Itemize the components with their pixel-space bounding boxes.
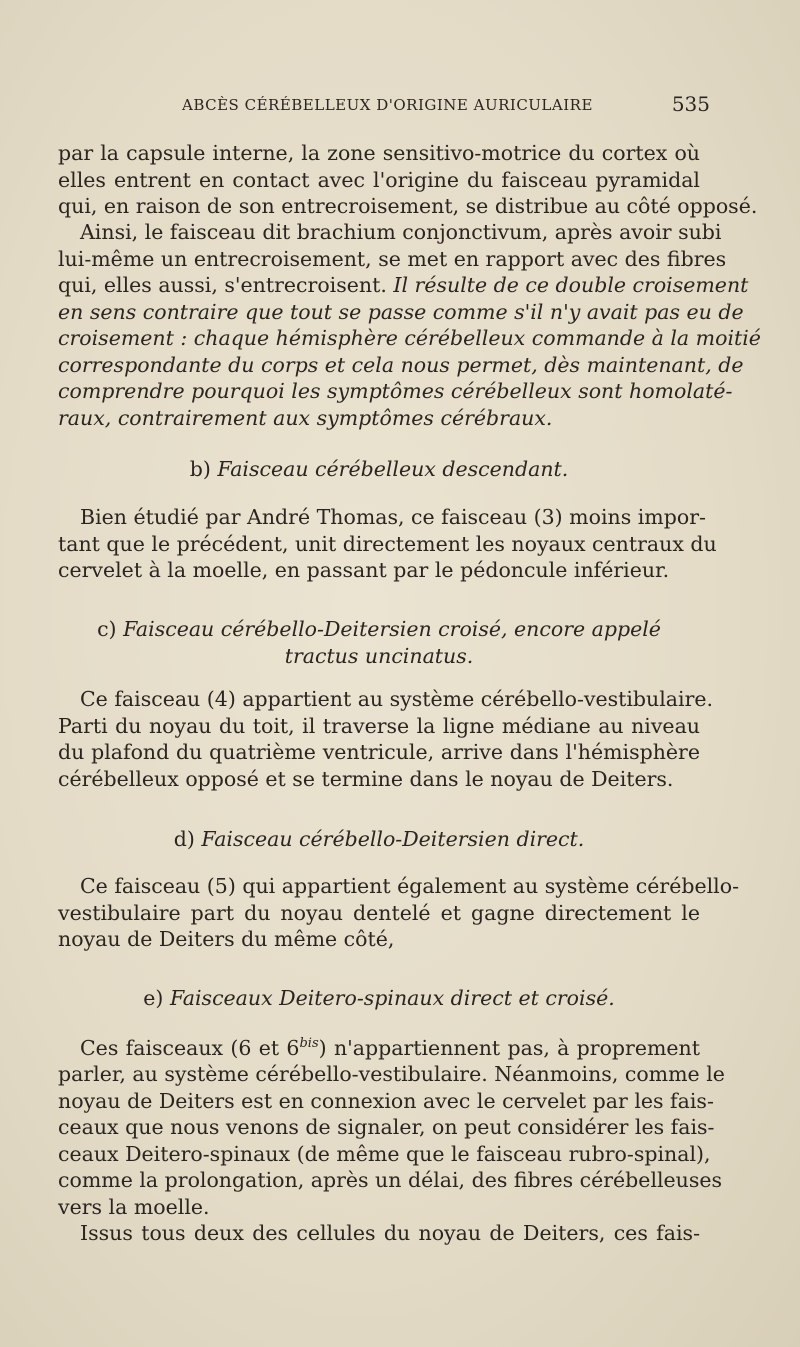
text-line: ceaux Deitero-spinaux (de même que le faisceau rubro-spinal), [58, 1141, 711, 1166]
text-line: qui, en raison de son entrecroisement, se distribue au côté opposé. [58, 194, 758, 218]
text-line: Parti du noyau du toit, il traverse la ligne médiane au niveau [58, 713, 700, 738]
text-line: vestibulaire part du noyau dentelé et gagne directement le [58, 900, 700, 925]
text-line: Issus tous deux des cellules du noyau de Deiters, ces fais- [80, 1221, 700, 1246]
text-line: cérébelleux opposé et se termine dans le noyau de Deiters. [58, 766, 674, 791]
section-letter: b) [189, 457, 211, 481]
text-line: elles entrent en contact avec l'origine du faisceau pyramidal [58, 167, 700, 192]
section-e-paragraph [58, 1031, 725, 1247]
section-c-heading [58, 616, 700, 670]
text-segment: qui, elles aussi, s'entrecroisent. [58, 273, 387, 297]
text-line: Ainsi, le faisceau dit brachium conjonctivum, après avoir subi [80, 220, 722, 244]
paragraph-capsule [58, 140, 758, 220]
text-line: parler, au système cérébello-vestibulaire. Néanmoins, comme le [58, 1062, 725, 1087]
text-segment: Ces faisceaux (6 et 6 [80, 1035, 300, 1060]
section-c-paragraph [58, 686, 714, 792]
section-title-continued: tractus uncinatus. [284, 644, 474, 668]
text-line [58, 1031, 700, 1061]
italic-line: comprendre pourquoi les symptômes cérébelleux sont homolaté- [58, 379, 733, 403]
section-b-heading [58, 456, 700, 483]
text-line: Ce faisceau (4) appartient au système cérébello-vestibulaire. [80, 687, 714, 711]
text-line: ceaux que nous venons de signaler, on peut considérer les fais- [58, 1115, 715, 1140]
text-line: comme la prolongation, après un délai, des fibres cérébelleuses [58, 1168, 723, 1193]
section-letter: d) [173, 827, 195, 851]
section-e-heading [58, 985, 700, 1012]
text-line: cervelet à la moelle, en passant par le pédoncule inférieur. [58, 558, 670, 582]
text-line: vers la moelle. [58, 1194, 210, 1219]
section-b-paragraph [58, 504, 717, 584]
running-head: ABCÈS CÉRÉBELLEUX D'ORIGINE AURICULAIRE [182, 96, 593, 114]
page-header [60, 92, 710, 122]
text-line: Ce faisceau (5) qui appartient également au système cérébello- [80, 874, 739, 898]
text-line: par la capsule interne, la zone sensitivo-motrice du cortex où [58, 141, 700, 165]
section-d-heading [58, 826, 700, 853]
text-segment: ) n'appartiennent pas, à proprement [318, 1035, 701, 1060]
text-line: tant que le précédent, unit directement les noyaux centraux du [58, 531, 717, 556]
section-letter: e) [143, 986, 164, 1010]
section-title: Faisceau cérébello-Deitersien croisé, encore appelé [123, 617, 661, 641]
italic-segment: Il résulte de ce double croisement [393, 273, 749, 297]
italic-line: croisement : chaque hémisphère cérébelleux commande à la moitié [58, 326, 761, 350]
italic-line: correspondante du corps et cela nous permet, dès maintenant, de [58, 352, 744, 377]
italic-line: en sens contraire que tout se passe comme s'il n'y avait pas eu de [58, 299, 744, 324]
section-title: Faisceaux Deitero-spinaux direct et croisé. [169, 986, 615, 1010]
text-line: du plafond du quatrième ventricule, arrive dans l'hémisphère [58, 740, 700, 764]
text-line [58, 272, 749, 299]
section-title: Faisceau cérébello-Deitersien direct. [201, 827, 585, 851]
page-number: 535 [671, 92, 710, 116]
text-line: Bien étudié par André Thomas, ce faisceau (3) moins impor- [80, 505, 706, 529]
text-line: noyau de Deiters est en connexion avec le cervelet par les fais- [58, 1088, 714, 1113]
section-letter: c) [97, 617, 117, 641]
section-d-paragraph [58, 873, 739, 953]
text-line: lui-même un entrecroisement, se met en rapport avec des fibres [58, 246, 727, 271]
superscript-bis: bis [299, 1036, 319, 1051]
paragraph-ainsi [58, 219, 761, 431]
text-line: noyau de Deiters du même côté, [58, 927, 395, 951]
italic-line: raux, contrairement aux symptômes cérébraux. [58, 405, 553, 430]
section-title: Faisceau cérébelleux descendant. [217, 457, 569, 481]
